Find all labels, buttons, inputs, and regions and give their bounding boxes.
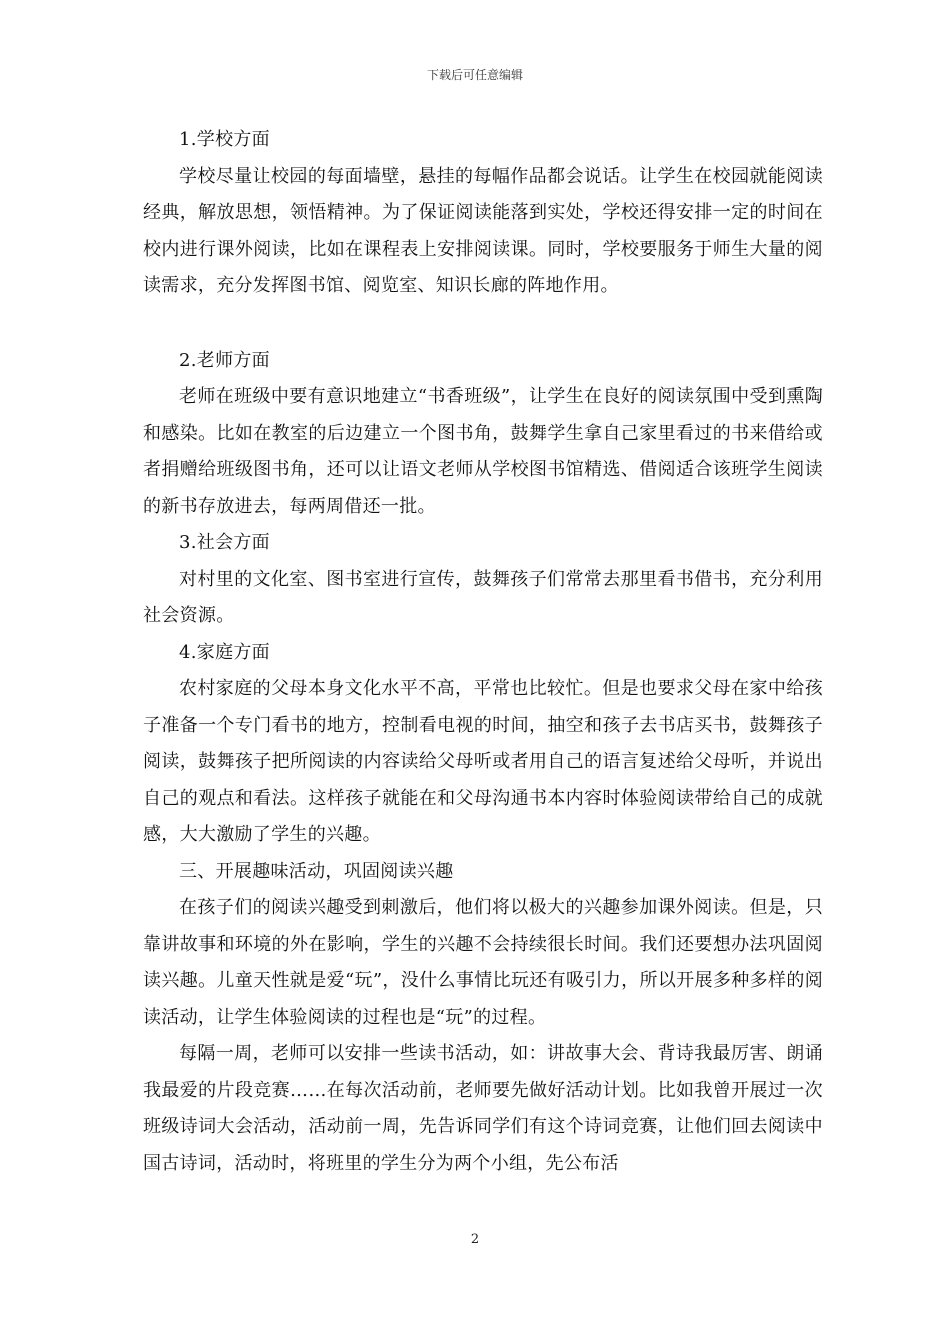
document-body bbox=[143, 122, 823, 1182]
family-heading: 4.家庭方面 bbox=[179, 641, 270, 663]
teacher-paragraph: 老师在班级中要有意识地建立“书香班级”，让学生在良好的阅读氛围中受到熏陶和感染。比如在教室的后边建立一个图书角，鼓舞学生拿自己家里看过的书来借给或者捐赠给班级图书角，还可以让语文老师从学校图书馆精选、借阅适合该班学生阅读的新书存放进去，每两周借还一批。 bbox=[143, 386, 823, 517]
activities-paragraph-1: 在孩子们的阅读兴趣受到刺激后，他们将以极大的兴趣参加课外阅读。但是，只靠讲故事和环境的外在影响，学生的兴趣不会持续很长时间。我们还要想办法巩固阅读兴趣。儿童天性就是爱“玩”，没什么事情比玩还有吸引力，所以开展多种多样的阅读活动，让学生体验阅读的过程也是“玩”的过程。 bbox=[143, 897, 823, 1028]
activities-heading: 三、开展趣味活动，巩固阅读兴趣 bbox=[179, 860, 454, 882]
teacher-heading: 2.老师方面 bbox=[179, 349, 270, 371]
spacer bbox=[143, 305, 823, 343]
society-heading: 3.社会方面 bbox=[179, 532, 270, 553]
school-paragraph: 学校尽量让校园的每面墙壁，悬挂的每幅作品都会说话。让学生在校园就能阅读经典，解放思想，领悟精神。为了保证阅读能落到实处，学校还得安排一定的时间在校内进行课外阅读，比如在课程表上安排阅读课。同时，学校要服务于师生大量的阅读需求，充分发挥图书馆、阅览室、知识长廊的阵地作用。 bbox=[143, 165, 823, 296]
page-header: 下载后可任意编辑 bbox=[426, 68, 523, 82]
family-paragraph: 农村家庭的父母本身文化水平不高，平常也比较忙。但是也要求父母在家中给孩子准备一个专门看书的地方，控制看电视的时间，抽空和孩子去书店买书，鼓舞孩子阅读，鼓舞孩子把所阅读的内容读给父母听或者用自己的语言复述给父母听，并说出自己的观点和看法。这样孩子就能在和父母沟通书本内容时体验阅读带给自己的成就感，大大激励了学生的兴趣。 bbox=[143, 678, 823, 845]
society-paragraph: 对村里的文化室、图书室进行宣传，鼓舞孩子们常常去那里看书借书，充分利用社会资源。 bbox=[143, 568, 823, 626]
activities-paragraph-2: 每隔一周，老师可以安排一些读书活动，如：讲故事大会、背诗我最厉害、朗诵我最爱的片段竞赛……在每次活动前，老师要先做好活动计划。比如我曾开展过一次班级诗词大会活动，活动前一周，先告诉同学们有这个诗词竞赛，让他们回去阅读中国古诗词，活动时，将班里的学生分为两个小组，先公布活 bbox=[143, 1043, 823, 1174]
page-number: 2 bbox=[470, 1232, 480, 1247]
school-heading: 1.学校方面 bbox=[179, 129, 270, 150]
